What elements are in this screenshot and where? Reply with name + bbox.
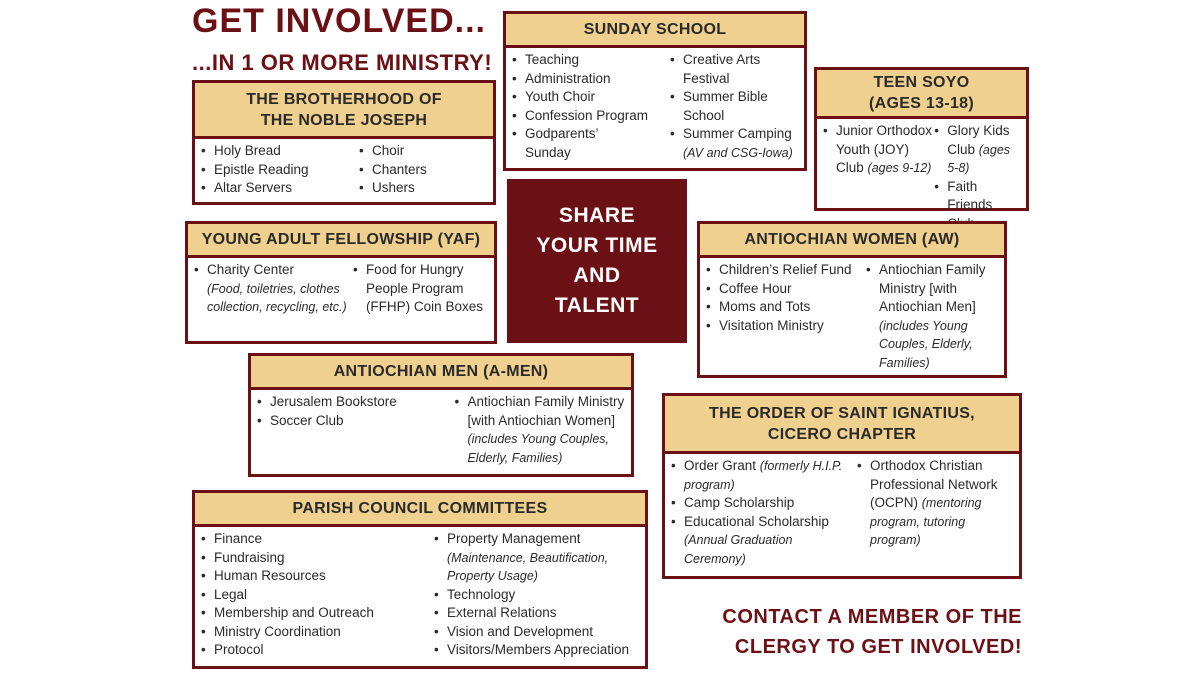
list-item: • Ushers bbox=[357, 179, 427, 198]
list-item: • Fundraising bbox=[199, 549, 432, 568]
share-time-talent-banner bbox=[507, 179, 687, 343]
list-item: • Vision and Development bbox=[432, 623, 641, 642]
saint-ignatius-box bbox=[662, 393, 1022, 579]
antiochian-women-box bbox=[697, 221, 1007, 378]
list-item bbox=[932, 122, 1022, 178]
list-item-text: Antiochian Family Ministry [with Antiochian Women] bbox=[467, 394, 625, 428]
brotherhood-list bbox=[195, 139, 493, 198]
saint-ignatius-title-line2: CICERO CHAPTER bbox=[767, 425, 917, 443]
list-item-note: (ages 9-12) bbox=[867, 161, 932, 175]
page-subtitle: ...IN 1 OR MORE MINISTRY! bbox=[192, 50, 493, 75]
list-item: • Creative Arts Festival bbox=[668, 51, 798, 88]
list-item: • Epistle Reading bbox=[199, 161, 357, 180]
list-item-note: (AV and CSG-Iowa) bbox=[683, 145, 793, 160]
list-item-note: (includes Young Couples, Elderly, Families) bbox=[467, 432, 610, 465]
list-item bbox=[668, 125, 798, 162]
list-item: • Summer Bible School bbox=[668, 88, 798, 125]
list-item: • Soccer Club bbox=[255, 412, 452, 431]
list-item-note: (ages 5-8) bbox=[947, 142, 1011, 175]
list-item: • Youth Choir bbox=[510, 88, 668, 107]
list-item: • Choir bbox=[357, 142, 427, 161]
list-item-note: (includes Young Couples, Elderly, Families) bbox=[879, 318, 973, 370]
list-item: • Holy Bread bbox=[199, 142, 357, 161]
saint-ignatius-heading bbox=[665, 396, 1019, 454]
list-item: • Altar Servers bbox=[199, 179, 357, 198]
list-item: • Jerusalem Bookstore bbox=[255, 393, 452, 412]
list-item: • Legal bbox=[199, 586, 432, 605]
list-item bbox=[821, 122, 932, 178]
teen-soyo-box bbox=[814, 67, 1029, 211]
list-item-note: (mentoring program, tutoring program) bbox=[870, 496, 982, 547]
banner-line: AND bbox=[573, 264, 621, 287]
list-item: • Ministry Coordination bbox=[199, 623, 432, 642]
list-item: • Camp Scholarship bbox=[669, 494, 855, 513]
sunday-school-list bbox=[506, 48, 804, 162]
list-item: • Chanters bbox=[357, 161, 427, 180]
list-item: • Coffee Hour bbox=[704, 280, 864, 299]
list-item-note: (Annual Graduation Ceremony) bbox=[684, 533, 793, 566]
banner-line: YOUR TIME bbox=[536, 234, 658, 257]
antiochian-men-heading: ANTIOCHIAN MEN (A-MEN) bbox=[251, 356, 631, 390]
list-item: • Food for Hungry People Program (FFHP) Coin Boxes bbox=[351, 261, 490, 317]
list-item-text: Antiochian Family Ministry [with Antiochian Men] bbox=[879, 262, 986, 314]
list-item: • Administration bbox=[510, 70, 668, 89]
list-item-text: Junior Orthodox Youth (JOY) Club bbox=[836, 123, 933, 175]
list-item: • Membership and Outreach bbox=[199, 604, 432, 623]
list-item bbox=[452, 393, 627, 467]
yaf-box bbox=[185, 221, 497, 344]
brotherhood-title-line1: THE BROTHERHOOD OF bbox=[246, 90, 442, 108]
list-item-note: (Maintenance, Beautification, Property Usage) bbox=[446, 550, 609, 583]
contact-callout bbox=[690, 602, 1022, 662]
list-item-note: (formerly H.I.P. program) bbox=[684, 459, 843, 492]
antiochian-men-list bbox=[251, 390, 631, 467]
list-item: • Moms and Tots bbox=[704, 298, 864, 317]
list-item bbox=[669, 457, 855, 494]
yaf-heading: YOUNG ADULT FELLOWSHIP (YAF) bbox=[188, 224, 494, 258]
parish-council-list bbox=[195, 527, 645, 660]
brotherhood-box bbox=[192, 80, 496, 205]
list-item: • Human Resources bbox=[199, 567, 432, 586]
list-item-note: (Food, toiletries, clothes collection, recycling, etc.) bbox=[207, 281, 347, 314]
saint-ignatius-title-line1: THE ORDER OF SAINT IGNATIUS, bbox=[709, 404, 975, 422]
teen-soyo-title-line1: TEEN SOYO bbox=[873, 74, 970, 91]
brotherhood-title-line2: THE NOBLE JOSEPH bbox=[260, 111, 428, 129]
antiochian-women-list bbox=[700, 258, 1004, 372]
list-item: • Visitation Ministry bbox=[704, 317, 864, 336]
brotherhood-heading bbox=[195, 83, 493, 139]
list-item-text: Glory Kids Club bbox=[947, 123, 1010, 157]
yaf-list bbox=[188, 258, 494, 317]
parish-council-box bbox=[192, 490, 648, 669]
sunday-school-box bbox=[503, 11, 807, 171]
list-item-text: Order Grant bbox=[684, 458, 757, 473]
page-title: GET INVOLVED... bbox=[192, 2, 486, 40]
parish-council-heading: PARISH COUNCIL COMMITTEES bbox=[195, 493, 645, 527]
banner-line: SHARE bbox=[558, 204, 635, 227]
contact-line1: CONTACT A MEMBER OF THE bbox=[722, 606, 1022, 628]
list-item bbox=[192, 261, 351, 317]
list-item: • External Relations bbox=[432, 604, 641, 623]
list-item: • Finance bbox=[199, 530, 432, 549]
list-item: • Visitors/Members Appreciation bbox=[432, 641, 641, 660]
list-item: • Confession Program bbox=[510, 107, 668, 126]
list-item-text: Summer Camping bbox=[683, 126, 792, 141]
list-item-text: Charity Center bbox=[207, 262, 295, 277]
teen-soyo-heading bbox=[817, 70, 1026, 119]
list-item-text: Educational Scholarship bbox=[684, 513, 829, 529]
list-item: • Godparents’ Sunday bbox=[510, 125, 635, 162]
teen-soyo-list bbox=[817, 119, 1026, 233]
antiochian-women-heading: ANTIOCHIAN WOMEN (AW) bbox=[700, 224, 1004, 258]
list-item bbox=[855, 457, 1015, 550]
saint-ignatius-list bbox=[665, 454, 1019, 568]
contact-line2: CLERGY TO GET INVOLVED! bbox=[734, 636, 1022, 658]
list-item bbox=[864, 261, 999, 372]
teen-soyo-title-line2: (AGES 13-18) bbox=[869, 95, 974, 112]
antiochian-men-box bbox=[248, 353, 634, 477]
list-item bbox=[669, 513, 855, 569]
list-item: • Protocol bbox=[199, 641, 432, 660]
sunday-school-heading: SUNDAY SCHOOL bbox=[506, 14, 804, 48]
list-item-text: Orthodox Christian Professional Network (OCPN) bbox=[870, 458, 998, 510]
list-item: • Children’s Relief Fund bbox=[704, 261, 864, 280]
list-item-text: Property Management bbox=[446, 531, 581, 546]
list-item bbox=[432, 530, 641, 586]
list-item: • Faith Friends bbox=[932, 178, 1022, 234]
banner-line: TALENT bbox=[554, 294, 640, 317]
list-item: • Technology bbox=[432, 586, 641, 605]
list-item: • Teaching bbox=[510, 51, 668, 70]
